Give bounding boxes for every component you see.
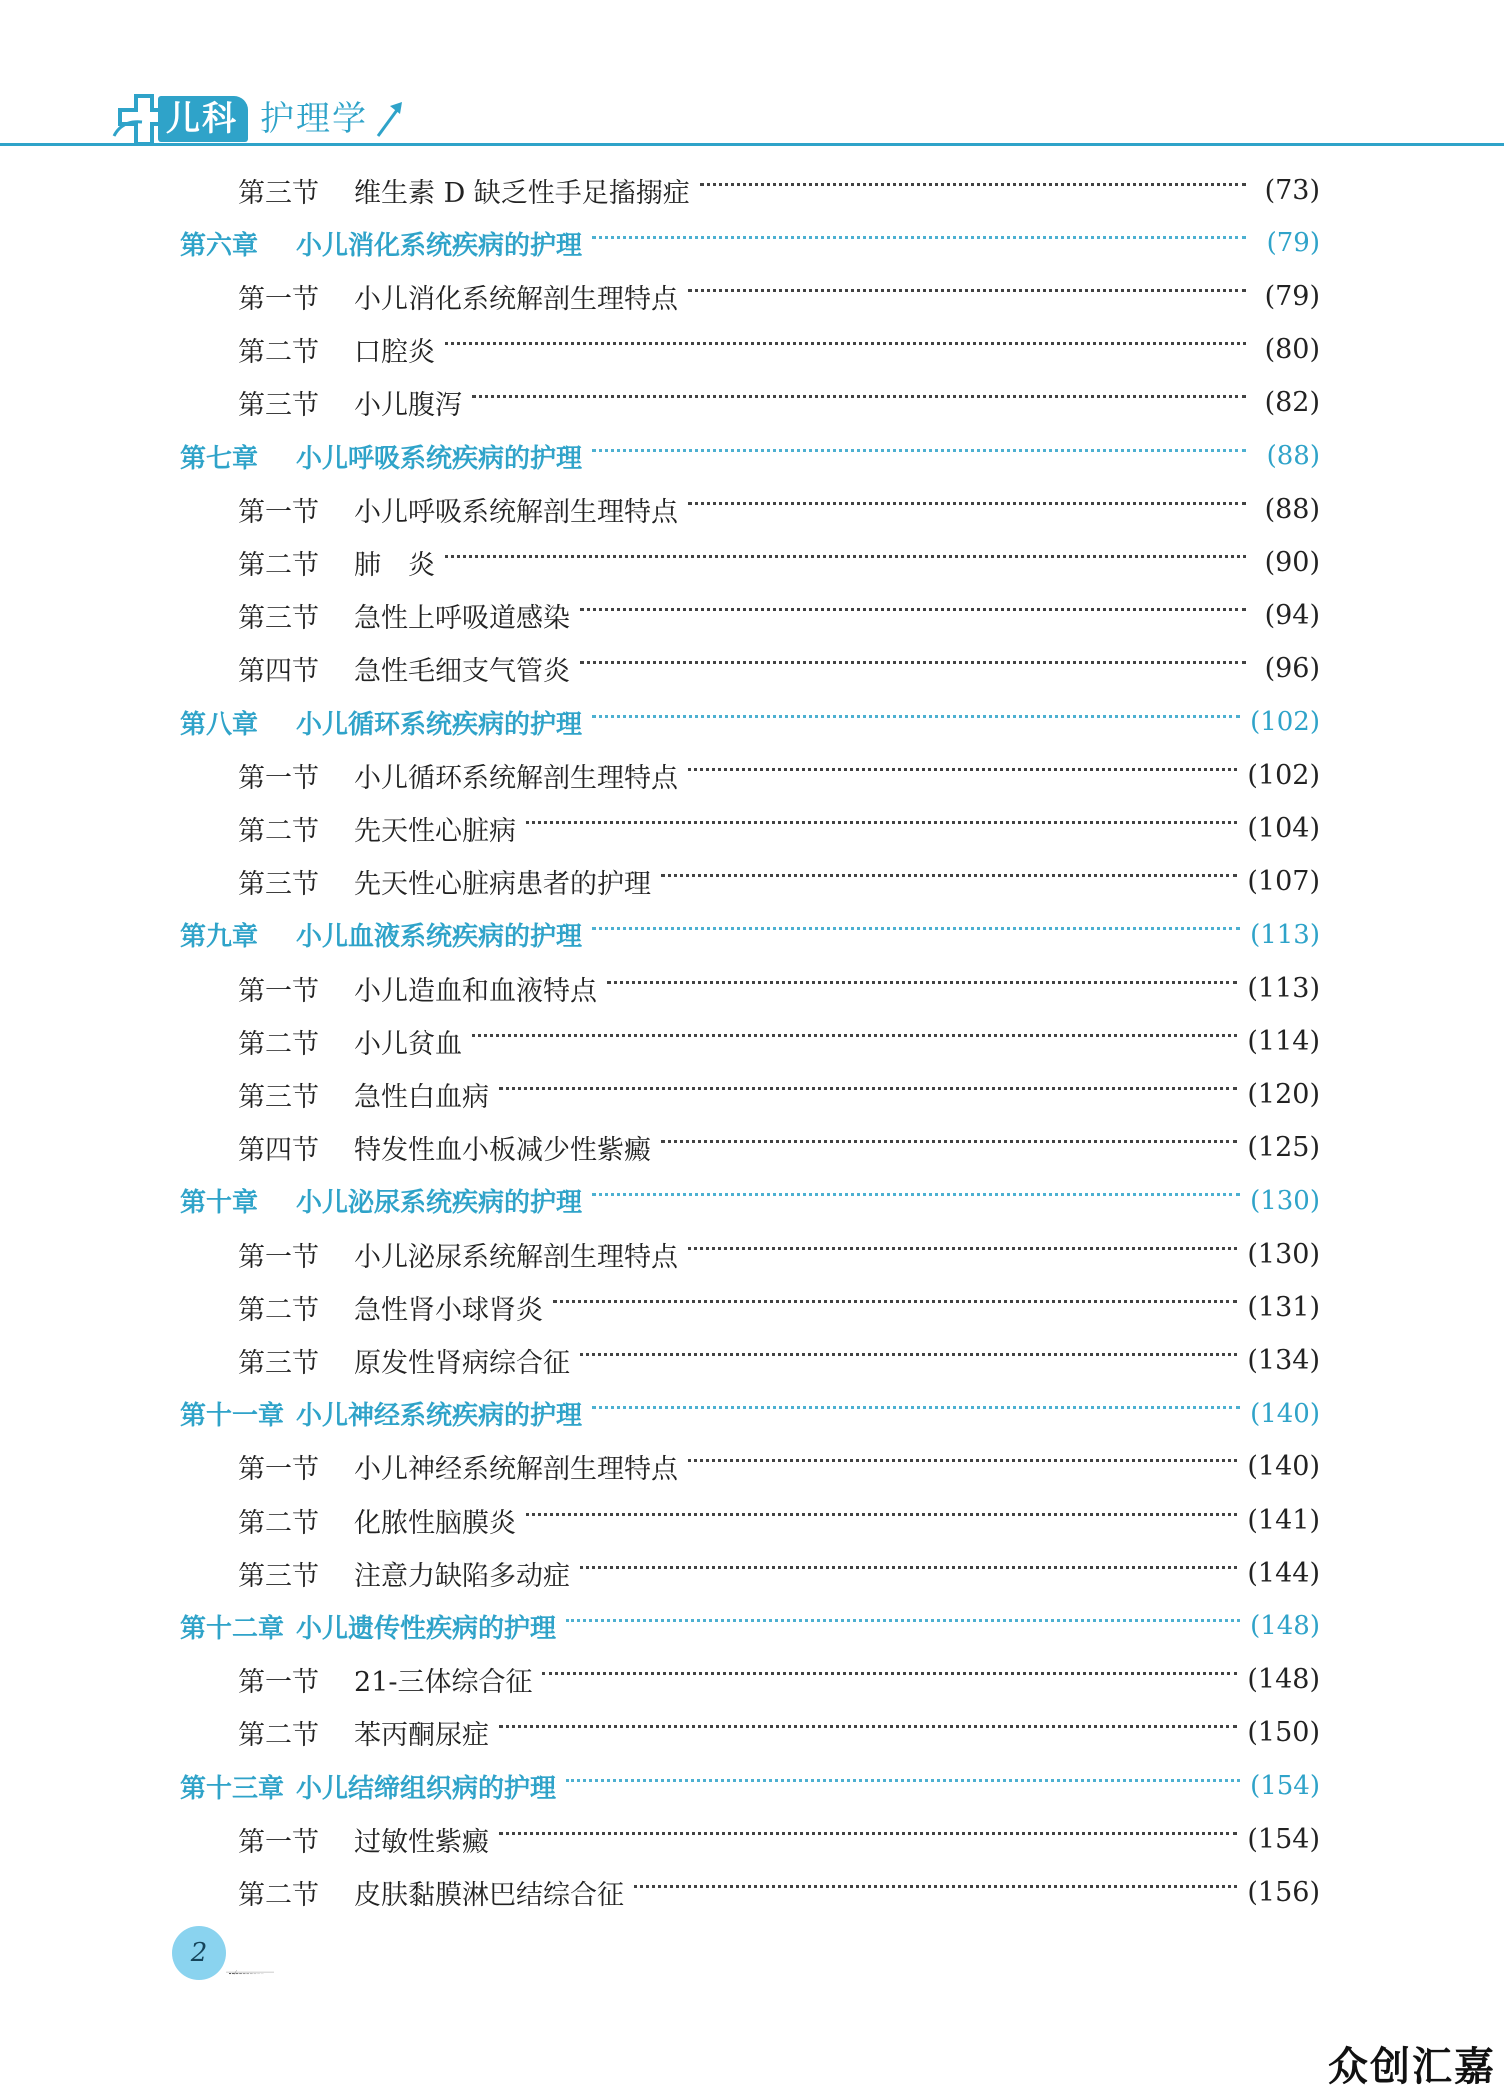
page-reference: (130) <box>1247 1238 1320 1270</box>
toc-chapter-entry[interactable] <box>180 702 1320 742</box>
arrow-icon <box>374 100 408 140</box>
dot-leader <box>472 395 1246 398</box>
dot-leader <box>553 1300 1237 1303</box>
toc-section-entry[interactable] <box>238 1553 1320 1593</box>
chapter-number: 第十二章 <box>180 1613 285 1644</box>
dot-leader <box>592 1406 1240 1409</box>
toc-chapter-entry[interactable] <box>180 223 1320 263</box>
dot-leader <box>592 1193 1240 1196</box>
chapter-title: 小儿结缔组织病的护理 <box>296 1773 557 1804</box>
page-header <box>0 0 1504 160</box>
section-title: 小儿呼吸系统解剖生理特点 <box>354 496 678 528</box>
chapter-title: 小儿血液系统疾病的护理 <box>296 922 583 953</box>
toc-section-entry[interactable] <box>238 862 1320 902</box>
toc-section-entry[interactable] <box>238 542 1320 582</box>
dot-leader <box>445 342 1246 345</box>
toc-section-entry[interactable] <box>238 968 1320 1008</box>
toc-section-entry[interactable] <box>238 1234 1320 1274</box>
section-number: 第三节 <box>238 177 319 209</box>
chapter-number: 第六章 <box>180 230 259 261</box>
section-number: 第二节 <box>238 1720 319 1752</box>
toc-chapter-entry[interactable] <box>180 1394 1320 1434</box>
page-reference: (107) <box>1247 866 1320 898</box>
toc-section-entry[interactable] <box>238 596 1320 636</box>
page-reference: (102) <box>1250 707 1320 737</box>
chapter-number: 第七章 <box>180 443 259 474</box>
page-reference: (156) <box>1247 1876 1320 1908</box>
section-title: 急性上呼吸道感染 <box>354 603 570 635</box>
section-title: 小儿泌尿系统解剖生理特点 <box>354 1241 678 1273</box>
chapter-number: 第十三章 <box>180 1773 285 1804</box>
page-reference: (88) <box>1266 441 1320 471</box>
section-number: 第二节 <box>238 337 319 369</box>
page-reference: (82) <box>1264 387 1320 419</box>
toc-section-entry[interactable] <box>238 1819 1320 1859</box>
section-title: 小儿神经系统解剖生理特点 <box>354 1454 678 1486</box>
toc-section-entry[interactable] <box>238 1872 1320 1912</box>
toc-section-entry[interactable] <box>238 383 1320 423</box>
section-number: 第一节 <box>238 1667 319 1699</box>
toc-section-entry[interactable] <box>238 808 1320 848</box>
chapter-title: 小儿消化系统疾病的护理 <box>296 230 583 261</box>
dot-leader <box>592 927 1240 930</box>
section-number: 第三节 <box>238 1347 319 1379</box>
section-number: 第一节 <box>238 975 319 1007</box>
footer-rule <box>100 1970 400 1976</box>
chapter-title: 小儿遗传性疾病的护理 <box>296 1613 557 1644</box>
section-number: 第一节 <box>238 762 319 794</box>
section-number: 第二节 <box>238 1879 319 1911</box>
section-number: 第一节 <box>238 283 319 315</box>
dot-leader <box>580 1353 1237 1356</box>
toc-section-entry[interactable] <box>238 649 1320 689</box>
section-title: 肺 炎 <box>354 549 435 581</box>
page-reference: (73) <box>1264 174 1320 206</box>
dot-leader <box>592 449 1246 452</box>
header-rule <box>0 143 1504 146</box>
page-reference: (90) <box>1264 546 1320 578</box>
page-reference: (113) <box>1250 919 1320 950</box>
dot-leader <box>634 1885 1237 1888</box>
section-title: 急性白血病 <box>354 1081 489 1113</box>
section-title: 过敏性紫癜 <box>354 1826 489 1858</box>
page-reference: (130) <box>1250 1185 1320 1216</box>
section-number: 第一节 <box>238 1826 319 1858</box>
toc-chapter-entry[interactable] <box>180 915 1320 955</box>
chapter-title: 小儿泌尿系统疾病的护理 <box>296 1188 583 1219</box>
dot-leader <box>688 768 1237 771</box>
dot-leader <box>499 1087 1237 1090</box>
page-reference: (154) <box>1247 1823 1320 1855</box>
section-number: 第三节 <box>238 603 319 635</box>
toc-section-entry[interactable] <box>238 330 1320 370</box>
section-title: 苯丙酮尿症 <box>354 1720 489 1752</box>
toc-chapter-entry[interactable] <box>180 436 1320 476</box>
page-reference: (148) <box>1247 1664 1320 1696</box>
dot-leader <box>526 1513 1237 1516</box>
page-reference: (79) <box>1266 228 1320 259</box>
section-number: 第二节 <box>238 1507 319 1539</box>
chapter-title: 小儿循环系统疾病的护理 <box>296 709 583 740</box>
toc-section-entry[interactable] <box>238 1287 1320 1327</box>
dot-leader <box>526 821 1237 824</box>
book-logo <box>112 90 412 150</box>
toc-section-entry[interactable] <box>238 1021 1320 1061</box>
dot-leader <box>688 289 1246 292</box>
dot-leader <box>566 1619 1240 1622</box>
section-title: 小儿消化系统解剖生理特点 <box>354 283 678 315</box>
toc-chapter-entry[interactable] <box>180 1606 1320 1646</box>
dot-leader <box>607 981 1237 984</box>
section-title: 注意力缺陷多动症 <box>354 1560 570 1592</box>
watermark: 众创汇嘉 <box>1328 2044 1496 2090</box>
page-reference: (102) <box>1247 759 1320 791</box>
chapter-title: 小儿神经系统疾病的护理 <box>296 1401 583 1432</box>
toc-section-entry[interactable] <box>238 1447 1320 1487</box>
page-reference: (88) <box>1264 493 1320 525</box>
chapter-title: 小儿呼吸系统疾病的护理 <box>296 443 583 474</box>
page-reference: (120) <box>1247 1078 1320 1110</box>
toc-section-entry[interactable] <box>238 1128 1320 1168</box>
section-number: 第三节 <box>238 390 319 422</box>
page-reference: (140) <box>1247 1451 1320 1483</box>
page-reference: (141) <box>1247 1504 1320 1536</box>
page-reference: (96) <box>1264 653 1320 685</box>
page-reference: (144) <box>1247 1557 1320 1589</box>
dot-leader <box>688 1459 1237 1462</box>
dot-leader <box>688 1247 1237 1250</box>
page-number: 2 <box>172 1926 226 1980</box>
page-reference: (114) <box>1247 1025 1320 1057</box>
section-title: 急性毛细支气管炎 <box>354 656 570 688</box>
dot-leader <box>580 1566 1237 1569</box>
section-title: 特发性血小板减少性紫癜 <box>354 1135 651 1167</box>
chapter-number: 第十一章 <box>180 1401 285 1432</box>
section-title: 先天性心脏病 <box>354 815 516 847</box>
dot-leader <box>592 236 1246 239</box>
page-reference: (104) <box>1247 812 1320 844</box>
dot-leader <box>499 1725 1237 1728</box>
dot-leader <box>580 661 1246 664</box>
toc-chapter-entry[interactable] <box>180 1766 1320 1806</box>
page-reference: (80) <box>1264 334 1320 366</box>
page-reference: (79) <box>1264 280 1320 312</box>
section-number: 第二节 <box>238 1294 319 1326</box>
section-title: 小儿造血和血液特点 <box>354 975 597 1007</box>
chapter-number: 第九章 <box>180 922 259 953</box>
section-number: 第三节 <box>238 1560 319 1592</box>
dot-leader <box>566 1779 1240 1782</box>
dot-leader <box>700 183 1246 186</box>
logo-highlight: 儿科 <box>158 96 248 142</box>
section-number: 第一节 <box>238 1241 319 1273</box>
toc-section-entry[interactable] <box>238 1713 1320 1753</box>
page-reference: (134) <box>1247 1344 1320 1376</box>
toc-section-entry[interactable] <box>238 489 1320 529</box>
section-number: 第三节 <box>238 869 319 901</box>
section-number: 第四节 <box>238 1135 319 1167</box>
dot-leader <box>592 715 1240 718</box>
section-title: 皮肤黏膜淋巴结综合征 <box>354 1879 624 1911</box>
logo-title: 护理学 <box>260 99 368 139</box>
section-title: 化脓性脑膜炎 <box>354 1507 516 1539</box>
section-number: 第二节 <box>238 815 319 847</box>
section-number: 第二节 <box>238 1028 319 1060</box>
section-title: 急性肾小球肾炎 <box>354 1294 543 1326</box>
section-number: 第二节 <box>238 549 319 581</box>
chapter-number: 第八章 <box>180 709 259 740</box>
section-title: 小儿腹泻 <box>354 390 462 422</box>
page-footer <box>100 1920 520 2000</box>
section-number: 第四节 <box>238 656 319 688</box>
page-reference: (148) <box>1250 1611 1320 1642</box>
page-reference: (154) <box>1250 1771 1320 1801</box>
section-title: 原发性肾病综合征 <box>354 1347 570 1379</box>
section-title: 小儿贫血 <box>354 1028 462 1060</box>
dot-leader <box>661 1140 1237 1143</box>
dot-leader <box>580 608 1246 611</box>
section-title: 口腔炎 <box>354 337 435 369</box>
toc-section-entry[interactable] <box>238 1660 1320 1700</box>
section-title: 维生素 D 缺乏性手足搐搦症 <box>354 177 690 209</box>
page-reference: (140) <box>1250 1398 1320 1429</box>
page-reference: (94) <box>1264 600 1320 632</box>
dot-leader <box>472 1034 1237 1037</box>
toc-section-entry[interactable] <box>238 1340 1320 1380</box>
chapter-number: 第十章 <box>180 1188 259 1219</box>
toc-chapter-entry[interactable] <box>180 1181 1320 1221</box>
dot-leader <box>688 502 1246 505</box>
page-reference: (131) <box>1247 1291 1320 1323</box>
section-number: 第三节 <box>238 1081 319 1113</box>
section-title: 先天性心脏病患者的护理 <box>354 869 651 901</box>
toc-section-entry[interactable] <box>238 1500 1320 1540</box>
toc-section-entry[interactable] <box>238 755 1320 795</box>
page-reference: (125) <box>1247 1132 1320 1164</box>
dot-leader <box>445 555 1246 558</box>
page-reference: (113) <box>1247 972 1320 1004</box>
toc-section-entry[interactable] <box>238 170 1320 210</box>
toc-section-entry[interactable] <box>238 276 1320 316</box>
section-title: 21-三体综合征 <box>354 1667 533 1699</box>
page-reference: (150) <box>1247 1717 1320 1749</box>
dot-leader <box>661 874 1237 877</box>
section-number: 第一节 <box>238 496 319 528</box>
section-title: 小儿循环系统解剖生理特点 <box>354 762 678 794</box>
toc-section-entry[interactable] <box>238 1074 1320 1114</box>
dot-leader <box>499 1832 1237 1835</box>
dot-leader <box>542 1672 1237 1675</box>
section-number: 第一节 <box>238 1454 319 1486</box>
